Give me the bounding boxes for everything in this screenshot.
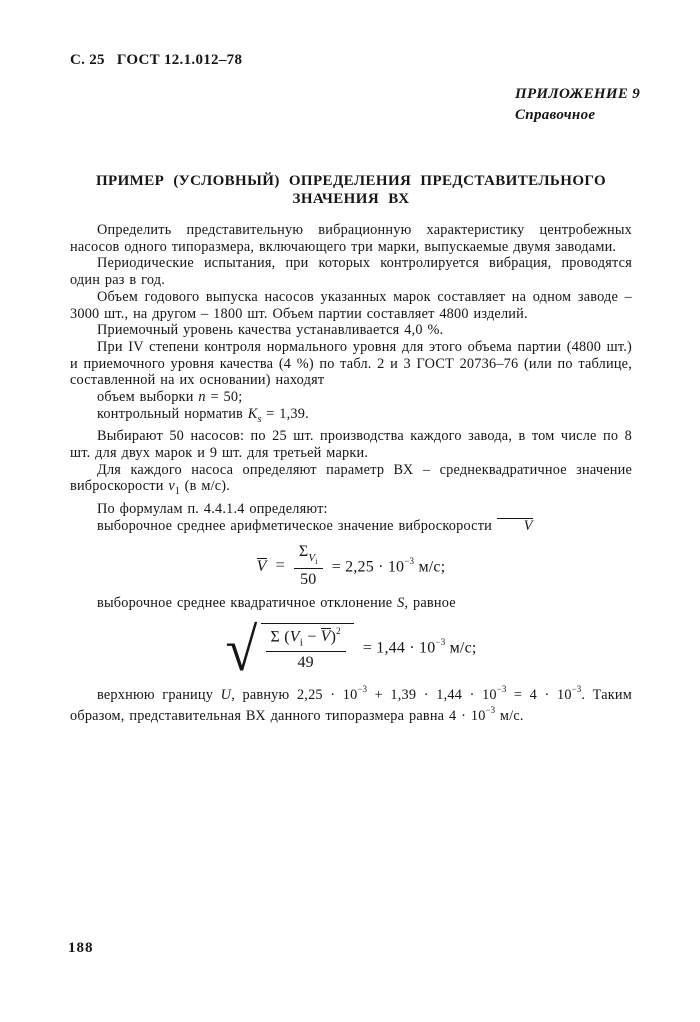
- header-gost-number: ГОСТ 12.1.012–78: [116, 52, 243, 68]
- V-mean-overlined: V: [320, 628, 331, 646]
- formula2-fraction: [266, 627, 346, 673]
- formula1-result-exponent: −3: [404, 555, 415, 566]
- document-title: ПРИМЕР (УСЛОВНЫЙ) ОПРЕДЕЛЕНИЯ ПРЕДСТАВИТЕЛЬНОГО ЗНАЧЕНИЯ ВХ: [95, 173, 607, 207]
- variable-V-mean: V: [497, 518, 533, 533]
- variable-K: K: [247, 405, 258, 422]
- formula-std-deviation: [70, 614, 632, 684]
- header-page-label: С. 25: [70, 52, 105, 68]
- formula2-numerator: [266, 627, 346, 652]
- formula1-unit: м/с;: [414, 558, 446, 576]
- paragraph-11-text: выборочное среднее арифметическое значение виброскорости: [97, 517, 497, 534]
- exponent-3: −3: [571, 683, 582, 694]
- paragraph-2: Периодические испытания, при которых контролируется вибрация, проводятся один раз в год.: [70, 255, 632, 289]
- formula1-fraction: [294, 543, 323, 589]
- sigma-open-paren: Σ (: [270, 628, 290, 646]
- formula1-denominator: 50: [300, 570, 317, 588]
- page-header: [70, 52, 242, 69]
- paragraph-13-calc-3: = 4 · 10: [506, 686, 572, 703]
- appendix-label: ПРИЛОЖЕНИЕ 9: [515, 86, 641, 102]
- exponent-4: −3: [485, 705, 496, 716]
- minus-sign: −: [303, 628, 321, 646]
- equals-sign: =: [275, 557, 285, 575]
- formula2-under-root: [261, 623, 354, 673]
- formula1-lhs-V-mean: V: [256, 557, 267, 575]
- exponent-2: −3: [496, 683, 507, 694]
- formula1-numerator: [294, 543, 323, 569]
- sigma-subscript-V: V: [308, 551, 316, 564]
- paragraph-9: [70, 462, 632, 501]
- paragraph-13-calc-1: , равную 2,25 · 10: [231, 686, 358, 703]
- paragraph-7-text: контрольный норматив: [97, 405, 248, 422]
- paragraph-13-calc-2: + 1,39 · 1,44 · 10: [367, 686, 497, 703]
- page-number: 188: [68, 940, 94, 956]
- formula2-result: [363, 638, 477, 657]
- paragraph-13-text: верхнюю границу: [97, 686, 221, 703]
- sigma-symbol: Σ: [298, 543, 309, 561]
- formula2-unit: м/с;: [445, 639, 477, 657]
- paragraph-4: Приемочный уровень качества устанавливается 4,0 %.: [97, 322, 444, 339]
- exponent-1: −3: [357, 683, 368, 694]
- variable-U: U: [220, 686, 232, 703]
- squared-exponent: 2: [336, 626, 341, 637]
- paragraph-7-value: = 1,39.: [261, 405, 309, 422]
- variable-V-i: V: [289, 628, 300, 646]
- paragraph-13: [70, 682, 632, 725]
- appendix-block: [515, 84, 640, 126]
- variable-v: v: [168, 478, 175, 495]
- paragraph-12-tail: , равное: [404, 595, 456, 612]
- variable-S: S: [397, 595, 405, 612]
- paragraph-12: [70, 595, 632, 612]
- appendix-note: Справочное: [515, 107, 596, 123]
- formula2-denominator: 49: [297, 654, 314, 672]
- sigma-subscript-i: i: [315, 556, 318, 566]
- paragraph-1: Определить представительную вибрационную характеристику центробежных насосов одного типоразмера, включающего три марки, выпускаемые двумя заводами.: [70, 222, 632, 255]
- variable-K-subscript: s: [257, 413, 262, 425]
- paragraph-9-text: Для каждого насоса определяют параметр ВХ – среднеквадратичное значение виброскорости: [70, 461, 632, 495]
- formula1-result: [332, 557, 446, 576]
- variable-n: n: [198, 389, 206, 406]
- paragraph-10: По формулам п. 4.4.1.4 определяют:: [97, 500, 328, 517]
- paragraph-13-conclusion: . Таким образом, представительная ВХ данного типоразмера равна 4 · 10: [70, 686, 632, 724]
- paragraph-3: Объем годового выпуска насосов указанных марок составляет на одном заводе – 3000 шт., на другом – 1800 шт. Объем партии составляет 4800 изделий.: [70, 288, 632, 322]
- formula2-result-exponent: −3: [435, 637, 446, 648]
- paragraph-13-unit: м/с.: [495, 707, 524, 724]
- document-body: [70, 172, 632, 725]
- formula1-result-base: = 2,25 · 10: [331, 558, 405, 576]
- paragraph-8: Выбирают 50 насосов: по 25 шт. производства каждого завода, в том числе по 8 шт. для двух марок и 9 шт. для третьей марки.: [70, 428, 632, 461]
- paragraph-9-tail: (в м/с).: [179, 478, 231, 495]
- formula-mean-velocity: [70, 543, 632, 589]
- paragraph-6: [70, 389, 632, 406]
- variable-V-i-subscript: i: [299, 636, 304, 649]
- close-paren: ): [330, 628, 337, 646]
- formula2-result-base: = 1,44 · 10: [362, 639, 436, 657]
- paragraph-7: [70, 406, 632, 429]
- paragraph-11: [70, 518, 632, 535]
- paragraph-6-value: = 50;: [205, 389, 243, 406]
- paragraph-5: При IV степени контроля нормального уровня для этого объема партии (4800 шт.) и приемочного уровня качества (4 %) по табл. 2 и 3 ГОСТ 20736–76 (или по таблице, составленной на их основании) находят: [70, 338, 632, 389]
- variable-v-subscript: 1: [174, 486, 180, 498]
- paragraph-12-text: выборочное среднее квадратичное отклонение: [97, 595, 398, 612]
- square-root-sign: √: [225, 614, 258, 684]
- paragraph-6-text: объем выборки: [97, 389, 199, 406]
